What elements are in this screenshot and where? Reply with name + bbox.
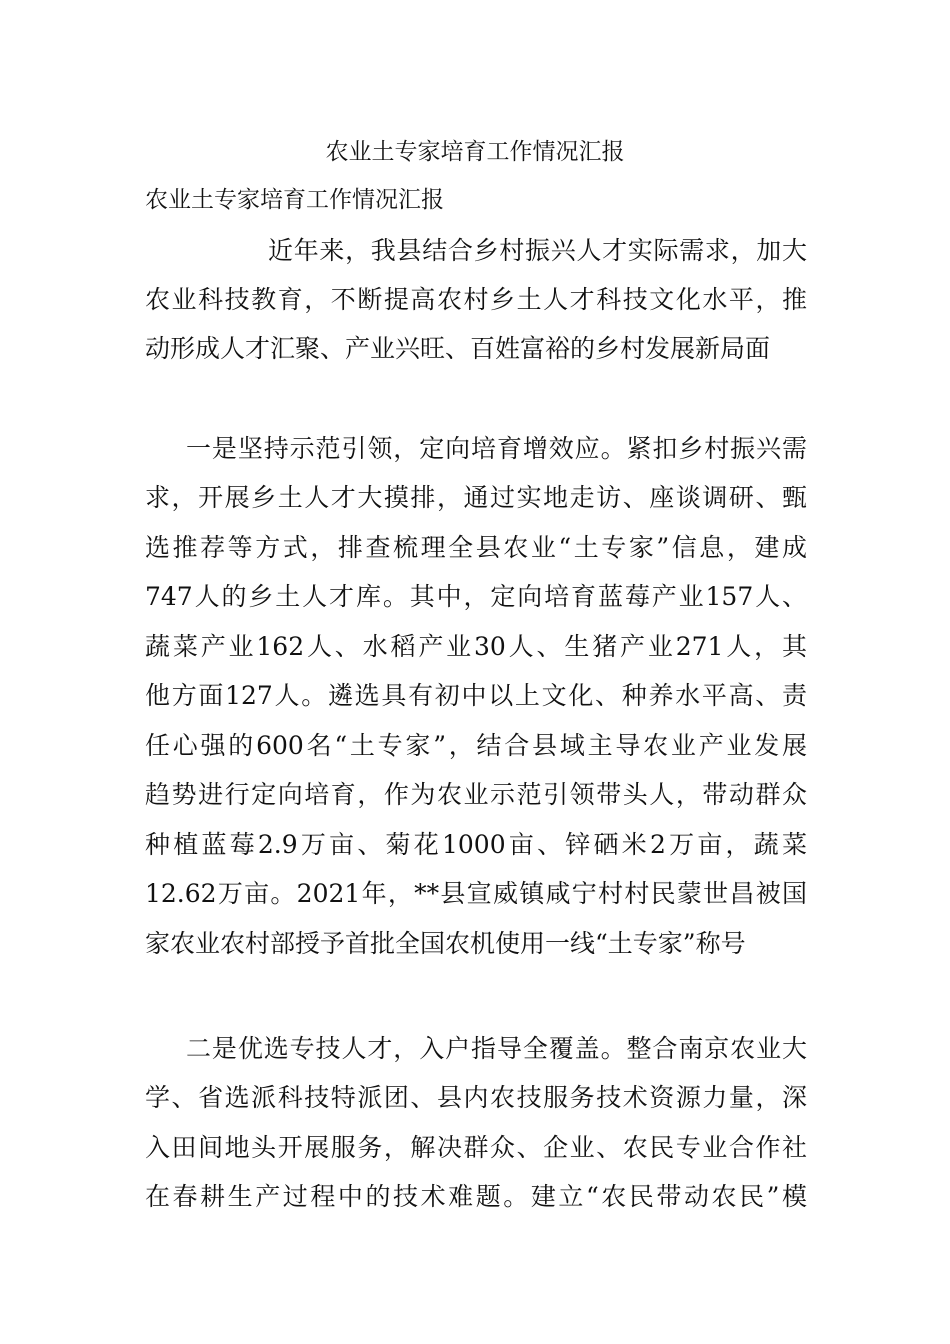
paragraph-line: 747人的乡土人才库。其中，定向培育蓝莓产业157人、 [145, 582, 807, 611]
paragraph-line: 12.62万亩。2021年，**县宣威镇咸宁村村民蒙世昌被国 [145, 879, 807, 908]
paragraph-line: 任心强的600名“土专家”，结合县域主导农业产业发展 [145, 731, 807, 760]
paragraph-line: 动形成人才汇聚、产业兴旺、百姓富裕的乡村发展新局面 [145, 334, 771, 363]
paragraph-line: 二是优选专技人才，入户指导全覆盖。整合南京农业大 [186, 1034, 807, 1063]
paragraph-line: 家农业农村部授予首批全国农机使用一线“土专家”称号 [145, 929, 746, 958]
paragraph-line: 一是坚持示范引领，定向培育增效应。紧扣乡村振兴需 [186, 434, 807, 463]
paragraph-line: 在春耕生产过程中的技术难题。建立“农民带动农民”模 [145, 1182, 807, 1211]
paragraph-line: 趋势进行定向培育，作为农业示范引领带头人，带动群众 [145, 780, 807, 809]
paragraph-line: 学、省选派科技特派团、县内农技服务技术资源力量，深 [145, 1083, 807, 1112]
paragraph-line: 选推荐等方式，排查梳理全县农业“土专家”信息，建成 [145, 533, 807, 562]
paragraph-line: 近年来，我县结合乡村振兴人才实际需求，加大 [268, 236, 807, 265]
document-subtitle: 农业土专家培育工作情况汇报 [145, 187, 444, 213]
paragraph-line: 求，开展乡土人才大摸排，通过实地走访、座谈调研、甄 [145, 483, 807, 512]
paragraph-line: 入田间地头开展服务，解决群众、企业、农民专业合作社 [145, 1133, 807, 1162]
paragraph-line: 蔬菜产业162人、水稻产业30人、生猪产业271人，其 [145, 632, 807, 661]
paragraph-line: 农业科技教育，不断提高农村乡土人才科技文化水平，推 [145, 285, 807, 314]
document-title: 农业土专家培育工作情况汇报 [325, 139, 625, 165]
paragraph-line: 种植蓝莓2.9万亩、菊花1000亩、锌硒米2万亩，蔬菜 [145, 830, 807, 859]
paragraph-line: 他方面127人。遴选具有初中以上文化、种养水平高、责 [145, 681, 807, 710]
